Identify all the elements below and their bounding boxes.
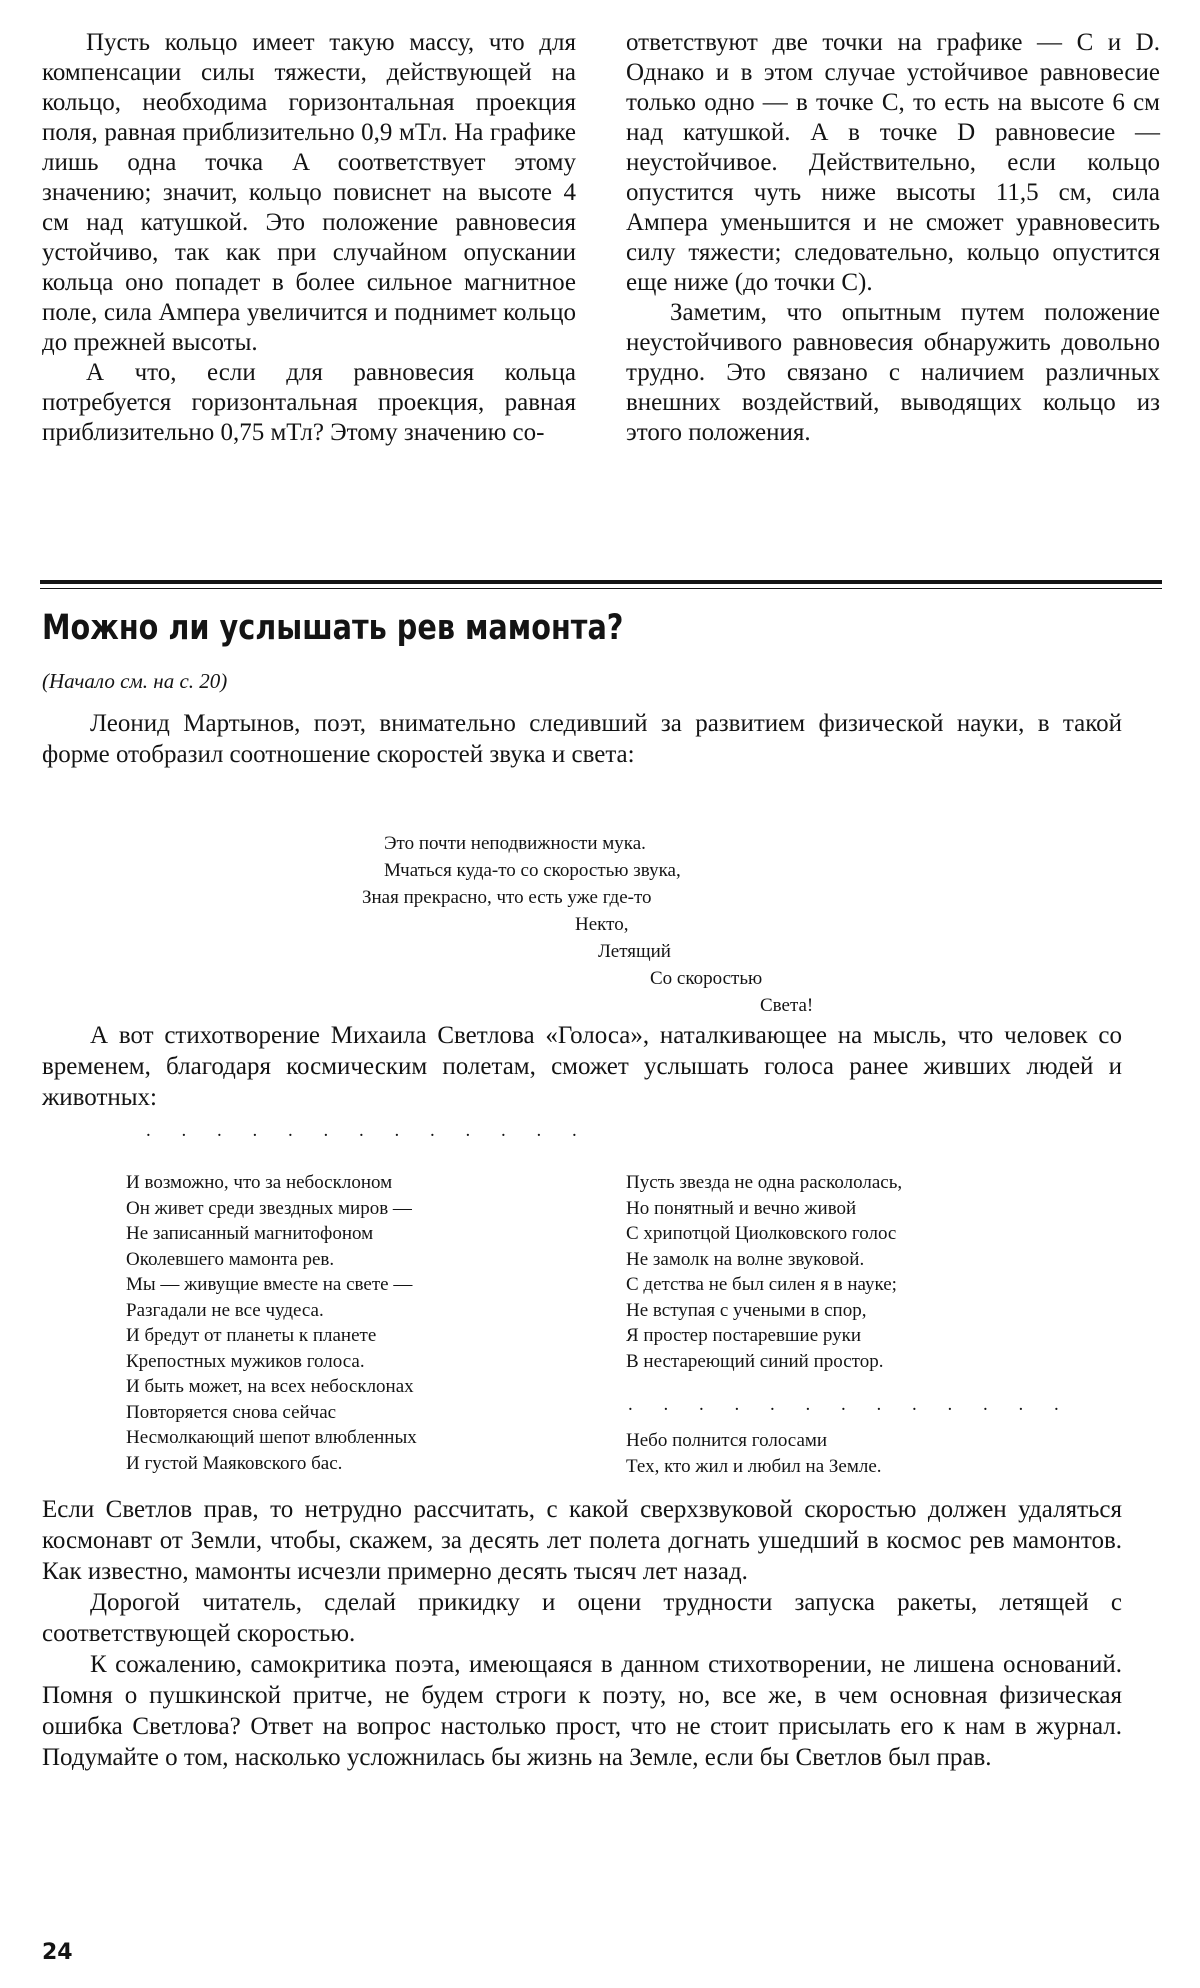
svetlov-intro-paragraph — [42, 1020, 1122, 1113]
poem-line: Зная прекрасно, что есть уже где-то — [362, 887, 652, 908]
paragraph: Пусть кольцо имеет такую массу, что для компенсации силы тяжести, действующей на кольцо, необходима горизонтальная проекция поля, равная приблизительно 0,9 мТл. На графике лишь одна точка A соответствует этому значению; значит, кольцо повиснет на высоте 4 см над катушкой. Это положение равновесия устойчиво, так как при случайном опускании кольца оно попадет в более сильное магнитное поле, сила Ампера увеличится и поднимет кольцо до прежней высоты. — [42, 29, 576, 356]
poem-line: Летящий — [598, 941, 671, 962]
poem-line: Но понятный и вечно живой — [626, 1197, 857, 1219]
svetlov-poem-ending — [626, 1428, 1066, 1479]
poem-line: И быть может, на всех небосклонах — [126, 1376, 414, 1397]
paragraph: Леонид Мартынов, поэт, внимательно следивший за развитием физической науки, в такой форме отобразил соотношение скоростей звука и света: — [42, 710, 1122, 768]
poem-line: С хрипотцой Циолковского голос — [626, 1223, 897, 1244]
intro-paragraph — [42, 708, 1122, 770]
poem-line: Он живет среди звездных миров — — [126, 1197, 412, 1219]
paragraph: А вот стихотворение Михаила Светлова «Голоса», наталкивающее на мысль, что человек со временем, благодаря космическим полетам, сможет услышать голоса ранее живших людей и животных: — [42, 1022, 1122, 1111]
poem-line: Не вступая с учеными в спор, — [626, 1299, 867, 1321]
paragraph: ответствуют две точки на графике — C и D. Однако и в этом случае устойчивое равновесие только одно — в точке C, то есть на высоте 6 см над катушкой. А в точке D равновесие — неустойчивое. Действительно, если кольцо опустится чуть ниже высоты 11,5 см, сила Ампера уменьшится и не сможет уравновесить силу тяжести; следовательно, кольцо опустится еще ниже (до точки C). — [626, 29, 1160, 296]
ellipsis-line: . . . . . . . . . . . . . — [628, 1394, 1072, 1415]
poem-line: И бредут от планеты к планете — [126, 1325, 377, 1346]
poem-line: Не замолк на волне звуковой. — [626, 1248, 865, 1270]
poem-line: И возможно, что за небосклоном — [126, 1172, 393, 1193]
poem-line: Не записанный магнитофоном — [126, 1223, 374, 1244]
article-title: Можно ли услышать рев мамонта? — [42, 608, 624, 648]
paragraph: А что, если для равновесия кольца потребуется горизонтальная проекция, равная приблизительно 0,75 мТл? Этому значению со- — [42, 359, 576, 446]
ellipsis-line: . . . . . . . . . . . . . — [146, 1120, 590, 1141]
top-left-column — [42, 28, 576, 448]
poem-line: Я простер постаревшие руки — [626, 1325, 862, 1346]
poem-line: С детства не был силен я в науке; — [626, 1274, 897, 1295]
paragraph: К сожалению, самокритика поэта, имеющаяся в данном стихотворении, не лишена оснований. Помня о пушкинской притче, не будем строги к поэту, но, все же, в чем основная физическая ошибка Светлова? Ответ на вопрос настолько прост, что не стоит присылать его к нам в журнал. Подумайте о том, насколько усложнилась бы жизнь на Земле, если бы Светлов был прав. — [42, 1651, 1122, 1771]
poem-line: Некто, — [575, 914, 629, 935]
poem-line: Несмолкающий шепот влюбленных — [126, 1427, 417, 1448]
continuation-note: (Начало см. на с. 20) — [42, 669, 228, 693]
poem-line: И густой Маяковского бас. — [126, 1452, 343, 1474]
poem-line: Разгадали не все чудеса. — [126, 1299, 324, 1321]
poem-line: Околевшего мамонта рев. — [126, 1248, 335, 1270]
paragraph: Дорогой читатель, сделай прикидку и оцени трудности запуска ракеты, летящей с соответствующей скоростью. — [42, 1589, 1122, 1647]
section-divider-thin — [40, 588, 1162, 589]
svetlov-poem-left — [126, 1170, 566, 1476]
top-right-column — [626, 28, 1160, 448]
poem-line: Со скоростью — [650, 968, 763, 989]
svetlov-poem-right — [626, 1170, 1066, 1374]
poem-line: В нестареющий синий простор. — [626, 1350, 884, 1372]
paragraph: Заметим, что опытным путем положение неустойчивого равновесия обнаружить довольно трудно. Это связано с наличием различных внешних воздействий, выводящих кольцо из этого положения. — [626, 299, 1160, 446]
poem-line: Повторяется снова сейчас — [126, 1401, 337, 1423]
poem-line: Небо полнится голосами — [626, 1430, 828, 1451]
section-divider — [40, 580, 1162, 584]
conclusion — [42, 1494, 1122, 1773]
poem-line: Пусть звезда не одна раскололась, — [626, 1172, 903, 1193]
poem-line: Тех, кто жил и любил на Земле. — [626, 1455, 882, 1477]
paragraph: Если Светлов прав, то нетрудно рассчитать, с какой сверхзвуковой скоростью должен удаляться космонавт от Земли, чтобы, скажем, за десять лет полета догнать ушедший в космос рев мамонтов. Как известно, мамонты исчезли примерно десять тысяч лет назад. — [42, 1496, 1122, 1585]
poem-line: Это почти неподвижности мука. — [384, 833, 646, 854]
page-number: 24 — [42, 1940, 73, 1965]
poem-line: Света! — [760, 995, 814, 1016]
poem-line: Мы — живущие вместе на свете — — [126, 1274, 413, 1295]
poem-line: Мчаться куда-то со скоростью звука, — [384, 860, 681, 881]
poem-line: Крепостных мужиков голоса. — [126, 1350, 365, 1372]
